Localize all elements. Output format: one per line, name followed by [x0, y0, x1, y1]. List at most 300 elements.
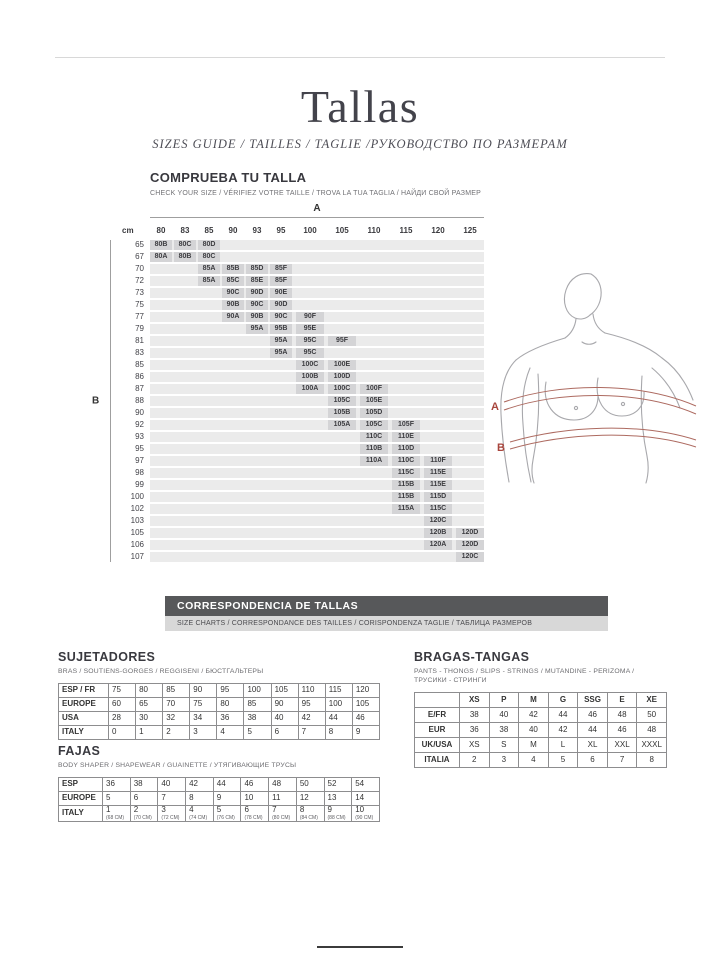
- size-cell: 90E: [270, 288, 292, 298]
- table-cell: 12: [296, 792, 324, 806]
- table-cell: 8: [637, 753, 667, 768]
- axis-b-line: [110, 240, 111, 562]
- axis-a-label: A: [313, 203, 321, 214]
- shoulder-right: [605, 333, 662, 358]
- table-cell: 46: [607, 723, 637, 738]
- size-cell: 90B: [246, 312, 268, 322]
- size-cell: 95B: [270, 324, 292, 334]
- shapewear-subheading: BODY SHAPER / SHAPEWEAR / GUAINETTE / УТЯГИВАЮЩИЕ ТРУСЫ: [58, 762, 297, 769]
- size-cell: 100E: [328, 360, 356, 370]
- size-cell: 85C: [222, 276, 244, 286]
- size-cell: 95A: [270, 348, 292, 358]
- table-cell: 28: [109, 712, 136, 726]
- table-cell: 6: [130, 792, 158, 806]
- row-label: ITALY: [59, 806, 103, 822]
- table-cell: 42: [519, 708, 549, 723]
- bust-column-header: 105: [335, 226, 349, 235]
- bust-column-header: 90: [228, 226, 238, 235]
- table-cell: 38: [460, 708, 490, 723]
- table-row: [59, 684, 380, 698]
- banner-title: CORRESPONDENCIA DE TALLAS: [165, 596, 608, 616]
- pants-section: [414, 650, 667, 768]
- table-row: [59, 792, 380, 806]
- bras-section: [58, 650, 380, 740]
- table-row: [59, 698, 380, 712]
- size-cell: 105A: [328, 420, 356, 430]
- underbust-row-label: 87: [135, 384, 144, 393]
- table-cell: 1 (68 CM): [103, 806, 131, 822]
- size-grid-row: [135, 456, 484, 466]
- size-cell: 110E: [392, 432, 420, 442]
- table-cell: 110: [298, 684, 325, 698]
- size-grid-row: [135, 312, 484, 322]
- table-header-cell: G: [548, 693, 578, 708]
- size-grid-row: [135, 432, 484, 442]
- table-cell: XS: [460, 738, 490, 753]
- size-cell: 95C: [296, 348, 324, 358]
- size-cell: 95A: [246, 324, 268, 334]
- size-cell: 80D: [198, 240, 220, 250]
- table-cell: 8: [186, 792, 214, 806]
- size-cell: 120A: [424, 540, 452, 550]
- size-grid-row: [135, 408, 484, 418]
- correspondence-banner: [165, 596, 608, 631]
- shapewear-section: [58, 744, 380, 822]
- bottom-divider: [317, 946, 403, 948]
- check-size-heading: COMPRUEBA TU TALLA: [150, 170, 307, 185]
- table-cell: 8 (84 CM): [296, 806, 324, 822]
- table-cell: 6: [578, 753, 608, 768]
- size-cell: 90C: [246, 300, 268, 310]
- underbust-row-label: 67: [135, 252, 144, 261]
- table-cell: 44: [548, 708, 578, 723]
- size-grid-row: [135, 480, 484, 490]
- size-cell: 85A: [198, 264, 220, 274]
- table-row: [415, 738, 667, 753]
- cm-unit-label: cm: [122, 226, 134, 235]
- table-cell: 46: [578, 708, 608, 723]
- table-cell: L: [548, 738, 578, 753]
- size-cell: 120D: [456, 540, 484, 550]
- table-cell: 85: [163, 684, 190, 698]
- size-cell: 110D: [392, 444, 420, 454]
- measure-label-b: B: [497, 442, 505, 454]
- table-cell: 90: [190, 684, 217, 698]
- table-cell: 4: [217, 726, 244, 740]
- table-cell: 75: [109, 684, 136, 698]
- underbust-row-label: 79: [135, 324, 144, 333]
- size-cell: 95A: [270, 336, 292, 346]
- size-cell: 90D: [246, 288, 268, 298]
- size-cell: 85F: [270, 276, 292, 286]
- table-cell: 10: [241, 792, 269, 806]
- table-cell: 34: [190, 712, 217, 726]
- size-cell: 90C: [270, 312, 292, 322]
- table-header-cell: XE: [637, 693, 667, 708]
- table-cell: 42: [548, 723, 578, 738]
- size-grid-row: [135, 420, 484, 430]
- size-cell: 100F: [360, 384, 388, 394]
- table-cell: 46: [241, 778, 269, 792]
- table-cell: 0: [109, 726, 136, 740]
- table-row: [59, 806, 380, 822]
- size-cell: 105C: [360, 420, 388, 430]
- table-cell: S: [489, 738, 519, 753]
- size-cell: 85F: [270, 264, 292, 274]
- neck-right: [593, 314, 605, 333]
- page-title: Tallas: [300, 81, 420, 132]
- underbust-row-label: 98: [135, 468, 144, 477]
- torso-illustration: [490, 270, 700, 485]
- size-grid-row: [135, 360, 484, 370]
- row-label: UK/USA: [415, 738, 460, 753]
- underbust-row-label: 83: [135, 348, 144, 357]
- table-cell: 2 (70 CM): [130, 806, 158, 822]
- underbust-row-label: 70: [135, 264, 144, 273]
- size-grid-row: [135, 372, 484, 382]
- table-cell: 3 (72 CM): [158, 806, 186, 822]
- size-grid-row: [130, 528, 484, 538]
- bust-column-header: 95: [276, 226, 286, 235]
- table-cell: 40: [519, 723, 549, 738]
- table-cell: 80: [217, 698, 244, 712]
- pants-heading: BRAGAS-TANGAS: [414, 650, 530, 664]
- table-row: [415, 753, 667, 768]
- size-grid-row: [135, 384, 484, 394]
- head-outline: [564, 274, 591, 319]
- underbust-row-label: 90: [135, 408, 144, 417]
- size-cell: 115E: [424, 480, 452, 490]
- underbust-row-label: 103: [130, 516, 144, 525]
- table-cell: 100: [325, 698, 352, 712]
- size-cell: 105F: [392, 420, 420, 430]
- bust-column-header: 80: [156, 226, 166, 235]
- table-cell: 10 (90 CM): [352, 806, 380, 822]
- axis-b-label: B: [92, 395, 100, 407]
- table-cell: 52: [324, 778, 352, 792]
- underbust-row-label: 105: [130, 528, 144, 537]
- table-cell: 50: [296, 778, 324, 792]
- table-cell: 36: [460, 723, 490, 738]
- table-row: [59, 778, 380, 792]
- table-cell: 115: [325, 684, 352, 698]
- row-label: E/FR: [415, 708, 460, 723]
- table-cell: M: [519, 738, 549, 753]
- size-cell: 100A: [296, 384, 324, 394]
- table-cell: 30: [136, 712, 163, 726]
- size-cell: 110C: [392, 456, 420, 466]
- size-cell: 110B: [360, 444, 388, 454]
- size-cell: 100C: [296, 360, 324, 370]
- size-cell: 110A: [360, 456, 388, 466]
- table-cell: 36: [103, 778, 131, 792]
- bust-column-header: 120: [431, 226, 445, 235]
- size-grid-row: [135, 240, 484, 250]
- size-cell: 120B: [424, 528, 452, 538]
- underbust-row-label: 77: [135, 312, 144, 321]
- underbust-row-label: 99: [135, 480, 144, 489]
- table-header-cell: E: [607, 693, 637, 708]
- table-cell: 48: [269, 778, 297, 792]
- size-cell: 85D: [246, 264, 268, 274]
- underbust-row-label: 95: [135, 444, 144, 453]
- size-grid-row: [135, 300, 484, 310]
- size-cell: 110F: [424, 456, 452, 466]
- size-grid-columns: [122, 224, 484, 237]
- table-cell: 4: [519, 753, 549, 768]
- bras-heading: SUJETADORES: [58, 650, 156, 664]
- table-cell: 2: [460, 753, 490, 768]
- row-label: ITALY: [59, 726, 109, 740]
- measure-line-a2: [504, 395, 696, 414]
- table-header-cell: M: [519, 693, 549, 708]
- table-cell: XXL: [607, 738, 637, 753]
- bust-column-header: 110: [367, 226, 381, 235]
- table-cell: 40: [158, 778, 186, 792]
- torso-figure: [490, 270, 700, 485]
- size-grid-row: [135, 468, 484, 478]
- table-header-cell: SSG: [578, 693, 608, 708]
- size-cell: 90C: [222, 288, 244, 298]
- table-cell: 105: [352, 698, 379, 712]
- axis-a-line: [150, 217, 484, 218]
- table-cell: 95: [298, 698, 325, 712]
- bust-column-header: 93: [252, 226, 262, 235]
- head-back: [590, 274, 601, 315]
- pants-subheading: PANTS - THONGS / SLIPS - STRINGS / MUTANDINE - PERIZOMA / ТРУСИКИ - СТРИНГИ: [414, 668, 635, 685]
- size-cell: 105E: [360, 396, 388, 406]
- size-cell: 90D: [270, 300, 292, 310]
- table-cell: 14: [352, 792, 380, 806]
- size-cell: 95C: [296, 336, 324, 346]
- check-size-subheading: CHECK YOUR SIZE / VÉRIFIEZ VOTRE TAILLE / TROVA LA TUA TAGLIA / НАЙДИ СВОЙ РАЗМЕР: [150, 190, 481, 197]
- size-cell: 90F: [296, 312, 324, 322]
- table-cell: 85: [244, 698, 271, 712]
- table-cell: 70: [163, 698, 190, 712]
- table-row: [59, 712, 380, 726]
- size-cell: 80C: [198, 252, 220, 262]
- page-subtitle: SIZES GUIDE / TAILLES / TAGLIE /РУКОВОДСТВО ПО РАЗМЕРАМ: [152, 137, 568, 151]
- size-cell: 100B: [296, 372, 324, 382]
- bust-column-header: 115: [399, 226, 413, 235]
- underbust-row-label: 75: [135, 300, 144, 309]
- underbust-row-label: 73: [135, 288, 144, 297]
- table-cell: XXXL: [637, 738, 667, 753]
- row-label: ITALIA: [415, 753, 460, 768]
- table-header-cell: XS: [460, 693, 490, 708]
- row-label: EUROPE: [59, 698, 109, 712]
- table-cell: 5 (76 CM): [213, 806, 241, 822]
- underbust-row-label: 97: [135, 456, 144, 465]
- underbust-row-label: 65: [135, 240, 144, 249]
- size-cell: 80B: [150, 240, 172, 250]
- table-cell: 60: [109, 698, 136, 712]
- arm-left-outer: [501, 360, 516, 482]
- pants-table: [414, 692, 667, 768]
- underbust-row-label: 72: [135, 276, 144, 285]
- measure-label-a: A: [491, 401, 499, 413]
- underbust-row-label: 107: [130, 552, 144, 561]
- size-cell: 85A: [198, 276, 220, 286]
- table-row: [59, 726, 380, 740]
- size-grid-row: [135, 324, 484, 334]
- top-divider: [55, 57, 665, 58]
- table-cell: 5: [548, 753, 578, 768]
- table-cell: 7: [607, 753, 637, 768]
- size-cell: 115A: [392, 504, 420, 514]
- size-grid-row: [130, 504, 484, 514]
- size-cell: 105C: [328, 396, 356, 406]
- underbust-row-label: 102: [130, 504, 144, 513]
- underbust-row-label: 85: [135, 360, 144, 369]
- bust-column-header: 125: [463, 226, 477, 235]
- shapewear-heading: FAJAS: [58, 744, 101, 758]
- table-cell: 7: [158, 792, 186, 806]
- size-grid-row: [135, 348, 484, 358]
- bras-table: [58, 683, 380, 740]
- table-cell: 32: [163, 712, 190, 726]
- table-cell: 95: [217, 684, 244, 698]
- size-grid-row: [130, 552, 484, 562]
- table-cell: 80: [136, 684, 163, 698]
- size-cell: 80B: [174, 252, 196, 262]
- bras-subheading: BRAS / SOUTIENS-GORGES / REGGISENI / БЮСТГАЛЬТЕРЫ: [58, 668, 264, 675]
- row-label: USA: [59, 712, 109, 726]
- torso-left: [532, 374, 539, 483]
- size-cell: 115C: [392, 468, 420, 478]
- size-grid-row: [130, 492, 484, 502]
- table-cell: 13: [324, 792, 352, 806]
- size-grid-row: [135, 264, 484, 274]
- measure-line-b2: [510, 435, 696, 449]
- neck-left: [565, 319, 576, 338]
- table-cell: 48: [607, 708, 637, 723]
- nipple-left: [574, 406, 577, 409]
- size-cell: 95F: [328, 336, 356, 346]
- shoulder-left: [516, 338, 565, 360]
- table-cell: 5: [103, 792, 131, 806]
- table-cell: 9: [352, 726, 379, 740]
- collar-hint: [582, 342, 596, 344]
- bust-column-header: 83: [180, 226, 190, 235]
- size-cell: 85E: [246, 276, 268, 286]
- size-cell: 115B: [392, 492, 420, 502]
- size-cell: 115C: [424, 504, 452, 514]
- size-cell: 120D: [456, 528, 484, 538]
- size-cell: 110C: [360, 432, 388, 442]
- row-label: EUROPE: [59, 792, 103, 806]
- size-grid-row: [130, 540, 484, 550]
- table-cell: 6: [271, 726, 298, 740]
- size-cell: 95E: [296, 324, 324, 334]
- underbust-row-label: 93: [135, 432, 144, 441]
- nipple-right: [621, 402, 624, 405]
- breast-right: [597, 378, 644, 416]
- size-chart: [92, 203, 484, 564]
- table-cell: 44: [578, 723, 608, 738]
- underbust-row-label: 86: [135, 372, 144, 381]
- table-cell: 38: [130, 778, 158, 792]
- table-cell: 54: [352, 778, 380, 792]
- size-grid-row: [135, 288, 484, 298]
- table-cell: 46: [352, 712, 379, 726]
- table-cell: XL: [578, 738, 608, 753]
- size-cell: 120C: [456, 552, 484, 562]
- size-cell: 90A: [222, 312, 244, 322]
- arm-left-inner: [522, 368, 531, 482]
- table-cell: 9: [213, 792, 241, 806]
- size-grid-row: [135, 252, 484, 262]
- table-cell: 11: [269, 792, 297, 806]
- arm-right-outer: [662, 358, 693, 400]
- size-cell: 90B: [222, 300, 244, 310]
- bust-column-header: 100: [303, 226, 317, 235]
- size-cell: 115E: [424, 468, 452, 478]
- table-cell: 40: [271, 712, 298, 726]
- banner-subtitle: SIZE CHARTS / CORRESPONDANCE DES TAILLES / CORISPONDENZA TAGLIE / ТАБЛИЦА РАЗМЕРОВ: [165, 616, 608, 631]
- table-cell: 4 (74 CM): [186, 806, 214, 822]
- table-cell: 9 (88 CM): [324, 806, 352, 822]
- size-cell: 105B: [328, 408, 356, 418]
- size-grid-rows: [92, 240, 484, 562]
- size-cell: 100C: [328, 384, 356, 394]
- table-cell: 7 (80 CM): [269, 806, 297, 822]
- size-cell: 105D: [360, 408, 388, 418]
- size-cell: 80A: [150, 252, 172, 262]
- size-cell: 115D: [424, 492, 452, 502]
- table-header-cell: [415, 693, 460, 708]
- table-cell: 7: [298, 726, 325, 740]
- table-cell: 3: [489, 753, 519, 768]
- underbust-row-label: 100: [130, 492, 144, 501]
- size-cell: 120C: [424, 516, 452, 526]
- table-header-cell: P: [489, 693, 519, 708]
- table-cell: 48: [637, 723, 667, 738]
- table-cell: 90: [271, 698, 298, 712]
- table-cell: 42: [186, 778, 214, 792]
- table-cell: 36: [217, 712, 244, 726]
- underbust-row-label: 88: [135, 396, 144, 405]
- table-cell: 38: [489, 723, 519, 738]
- table-row: [415, 723, 667, 738]
- table-cell: 42: [298, 712, 325, 726]
- table-cell: 44: [325, 712, 352, 726]
- size-cell: 115B: [392, 480, 420, 490]
- table-cell: 44: [213, 778, 241, 792]
- table-cell: 1: [136, 726, 163, 740]
- bust-column-header: 85: [204, 226, 214, 235]
- table-cell: 50: [637, 708, 667, 723]
- table-row: [415, 708, 667, 723]
- size-cell: 80C: [174, 240, 196, 250]
- table-cell: 65: [136, 698, 163, 712]
- table-cell: 2: [163, 726, 190, 740]
- table-cell: 38: [244, 712, 271, 726]
- table-cell: 105: [271, 684, 298, 698]
- size-grid-row: [135, 444, 484, 454]
- underbust-row-label: 106: [130, 540, 144, 549]
- row-label: ESP / FR: [59, 684, 109, 698]
- shapewear-table: [58, 777, 380, 822]
- table-cell: 8: [325, 726, 352, 740]
- size-cell: 100D: [328, 372, 356, 382]
- size-grid-row: [135, 336, 484, 346]
- underbust-row-label: 81: [135, 336, 144, 345]
- row-label: ESP: [59, 778, 103, 792]
- table-cell: 120: [352, 684, 379, 698]
- underbust-row-label: 92: [135, 420, 144, 429]
- table-cell: 3: [190, 726, 217, 740]
